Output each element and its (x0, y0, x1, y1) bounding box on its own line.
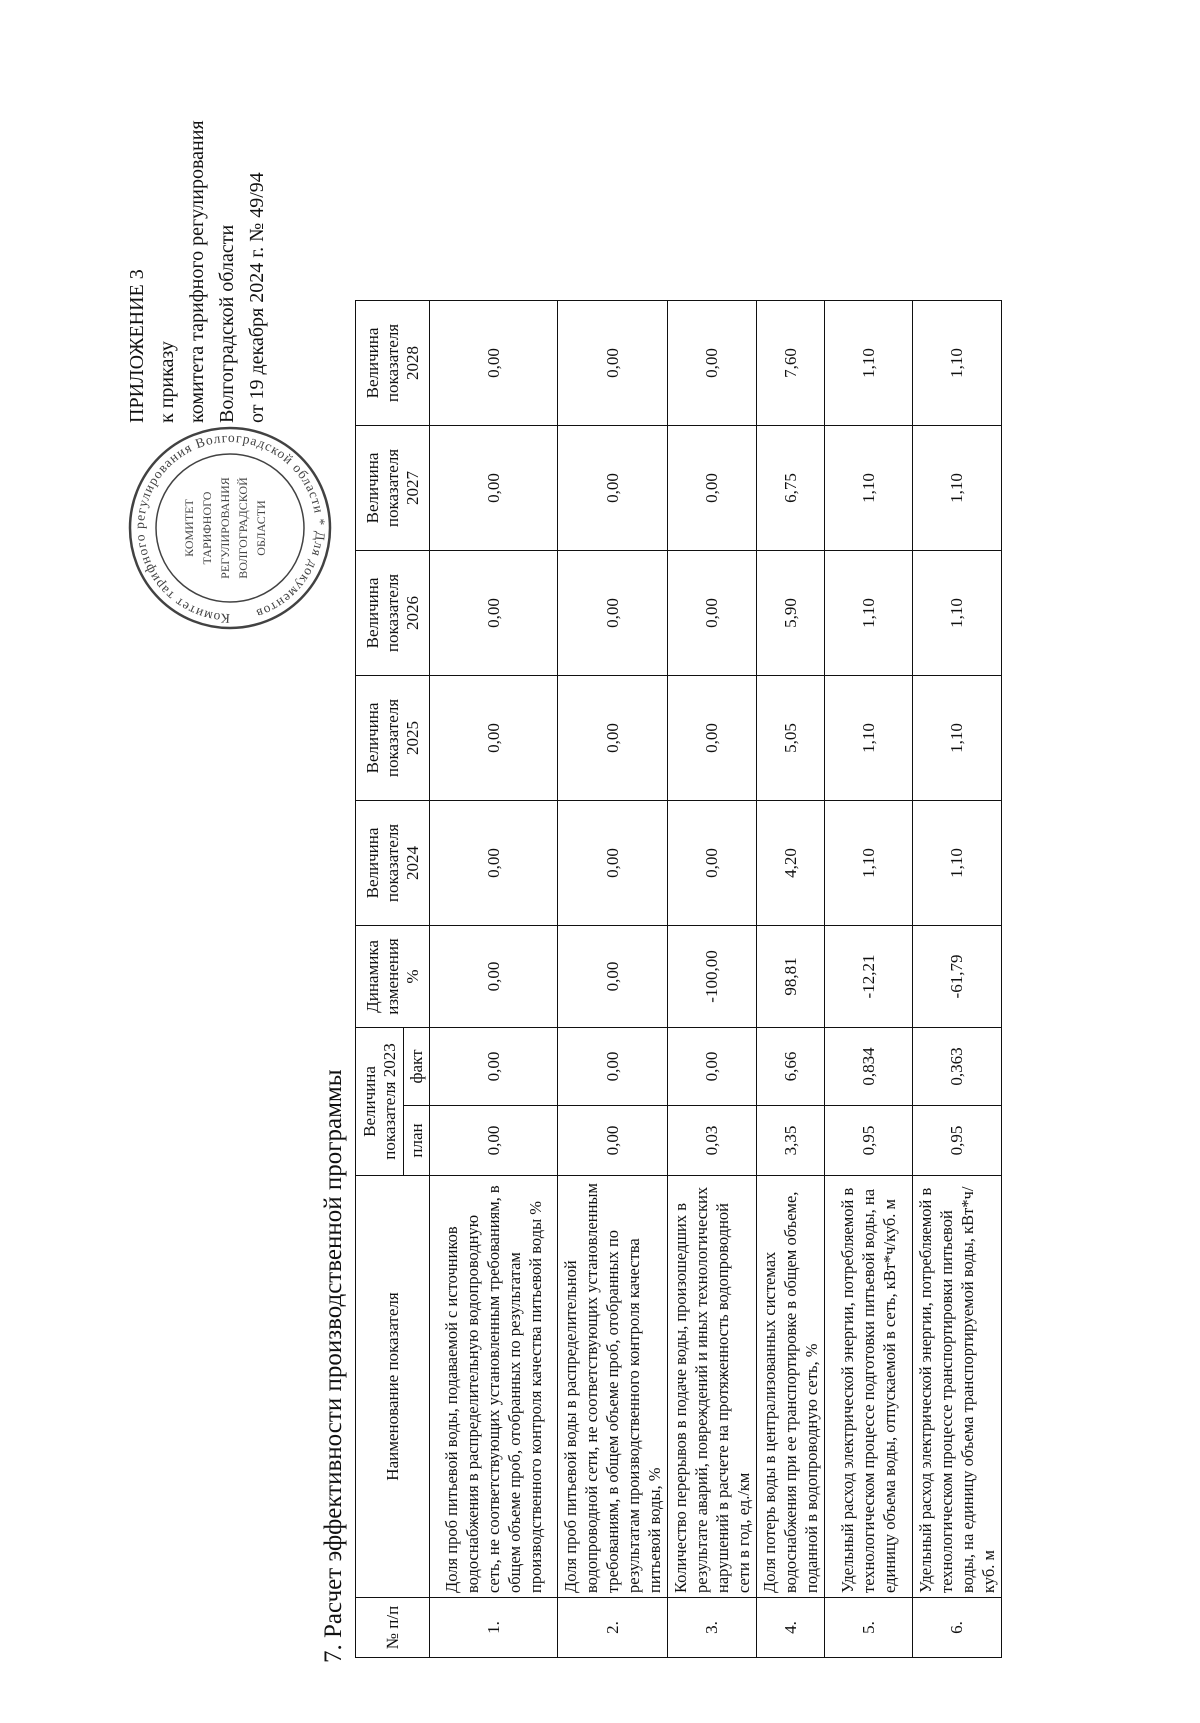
stamp-line: РЕГУЛИРОВАНИЯ (218, 477, 232, 579)
cell-2026: 5,90 (757, 551, 825, 676)
cell-plan: 0,00 (558, 1106, 668, 1176)
cell-2028: 0,00 (430, 301, 558, 426)
cell-fact: 6,66 (757, 1028, 825, 1106)
cell-fact: 0,00 (668, 1028, 757, 1106)
cell-2026: 0,00 (558, 551, 668, 676)
cell-2025: 0,00 (668, 676, 757, 801)
cell-num: 3. (668, 1598, 757, 1658)
cell-plan: 0,00 (430, 1106, 558, 1176)
cell-fact: 0,834 (825, 1028, 913, 1106)
cell-plan: 0,95 (825, 1106, 913, 1176)
cell-2026: 1,10 (913, 551, 1002, 676)
cell-2025: 0,00 (558, 676, 668, 801)
cell-dynamics: -12,21 (825, 926, 913, 1028)
cell-2026: 1,10 (825, 551, 913, 676)
header-2025: Величина показателя 2025 (356, 676, 430, 801)
header-2024: Величина показателя 2024 (356, 801, 430, 926)
header-2027: Величина показателя 2027 (356, 426, 430, 551)
cell-2027: 1,10 (913, 426, 1002, 551)
cell-2025: 1,10 (825, 676, 913, 801)
cell-2027: 0,00 (430, 426, 558, 551)
appendix-committee: комитета тарифного регулирования (186, 120, 208, 423)
appendix-order: к приказу (156, 341, 178, 423)
indicators-table (355, 300, 1002, 1658)
header-dynamics: Динамика изменения % (356, 926, 430, 1028)
cell-name: Удельный расход электрической энергии, потребляемой в технологическом процессе транспортировки питьевой воды, на единицу объема транспортируемой воды, кВт*ч/куб. м (913, 1176, 1002, 1598)
stamp-ring-text: Комитет тарифного регулирования Волгоградской области * Для документов (131, 429, 329, 627)
stamp-line: КОМИТЕТ (182, 499, 196, 557)
header-name: Наименование показателя (356, 1176, 430, 1598)
cell-dynamics: -100,00 (668, 926, 757, 1028)
cell-num: 6. (913, 1598, 1002, 1658)
cell-plan: 0,03 (668, 1106, 757, 1176)
header-plan: план (404, 1106, 430, 1176)
official-stamp-seal (125, 423, 335, 633)
cell-name: Удельный расход электрической энергии, потребляемой в технологическом процессе подготовки питьевой воды, на единицу объема воды, отпускаемой в сеть, кВт*ч/куб. м (825, 1176, 913, 1598)
cell-fact: 0,00 (430, 1028, 558, 1106)
indicators-table-wrapper (355, 300, 1002, 1658)
appendix-title: ПРИЛОЖЕНИЕ 3 (126, 269, 148, 423)
cell-2024: 0,00 (668, 801, 757, 926)
table-row (430, 301, 558, 1658)
cell-2028: 0,00 (668, 301, 757, 426)
stamp-line: ВОЛГОГРАДСКОЙ (236, 477, 250, 579)
stamp-line: ОБЛАСТИ (254, 500, 268, 556)
appendix-header (122, 120, 272, 423)
section-heading: 7. Расчет эффективности производственной программы (320, 1069, 347, 1663)
cell-name: Доля потерь воды в централизованных системах водоснабжения при ее транспортировке в общем объеме, поданной в водопроводную сеть, % (757, 1176, 825, 1598)
cell-2025: 1,10 (913, 676, 1002, 801)
cell-fact: 0,00 (558, 1028, 668, 1106)
cell-2024: 0,00 (430, 801, 558, 926)
cell-2028: 1,10 (825, 301, 913, 426)
cell-2024: 1,10 (825, 801, 913, 926)
table-row (757, 301, 825, 1658)
cell-2028: 7,60 (757, 301, 825, 426)
table-row (668, 301, 757, 1658)
table-row (825, 301, 913, 1658)
cell-2028: 1,10 (913, 301, 1002, 426)
cell-2027: 0,00 (668, 426, 757, 551)
cell-name: Количество перерывов в подаче воды, произошедших в результате аварий, повреждений и иных технологических нарушений в расчете на протяженность водопроводной сети в год, ед./км (668, 1176, 757, 1598)
cell-num: 2. (558, 1598, 668, 1658)
table-row (558, 301, 668, 1658)
cell-2024: 1,10 (913, 801, 1002, 926)
cell-2027: 1,10 (825, 426, 913, 551)
cell-dynamics: 0,00 (430, 926, 558, 1028)
appendix-date: от 19 декабря 2024 г. № 49/94 (246, 172, 268, 423)
header-2023: Величина показателя 2023 (356, 1028, 404, 1176)
cell-2027: 6,75 (757, 426, 825, 551)
header-fact: факт (404, 1028, 430, 1106)
cell-2024: 0,00 (558, 801, 668, 926)
appendix-region: Волгоградской области (216, 224, 238, 423)
cell-dynamics: -61,79 (913, 926, 1002, 1028)
cell-2025: 5,05 (757, 676, 825, 801)
table-row (913, 301, 1002, 1658)
cell-2025: 0,00 (430, 676, 558, 801)
cell-plan: 0,95 (913, 1106, 1002, 1176)
stamp-line: ТАРИФНОГО (200, 491, 214, 565)
cell-2024: 4,20 (757, 801, 825, 926)
cell-2027: 0,00 (558, 426, 668, 551)
cell-2028: 0,00 (558, 301, 668, 426)
cell-dynamics: 98,81 (757, 926, 825, 1028)
cell-num: 1. (430, 1598, 558, 1658)
cell-2026: 0,00 (430, 551, 558, 676)
cell-dynamics: 0,00 (558, 926, 668, 1028)
cell-name: Доля проб питьевой воды, подаваемой с источников водоснабжения в распределительную водопроводную сеть, не соответствующих установленным требованиям, в общем объеме проб, отобранных по результатам производственного контроля качества питьевой воды % (430, 1176, 558, 1598)
header-2026: Величина показателя 2026 (356, 551, 430, 676)
cell-2026: 0,00 (668, 551, 757, 676)
cell-plan: 3,35 (757, 1106, 825, 1176)
cell-name: Доля проб питьевой воды в распределительной водопроводной сети, не соответствующих установленным требованиям, в общем объеме проб, отобранных по результатам производственного контроля качества питьевой воды, % (558, 1176, 668, 1598)
header-num: № п/п (356, 1598, 430, 1658)
cell-fact: 0,363 (913, 1028, 1002, 1106)
cell-num: 4. (757, 1598, 825, 1658)
header-2028: Величина показателя 2028 (356, 301, 430, 426)
cell-num: 5. (825, 1598, 913, 1658)
